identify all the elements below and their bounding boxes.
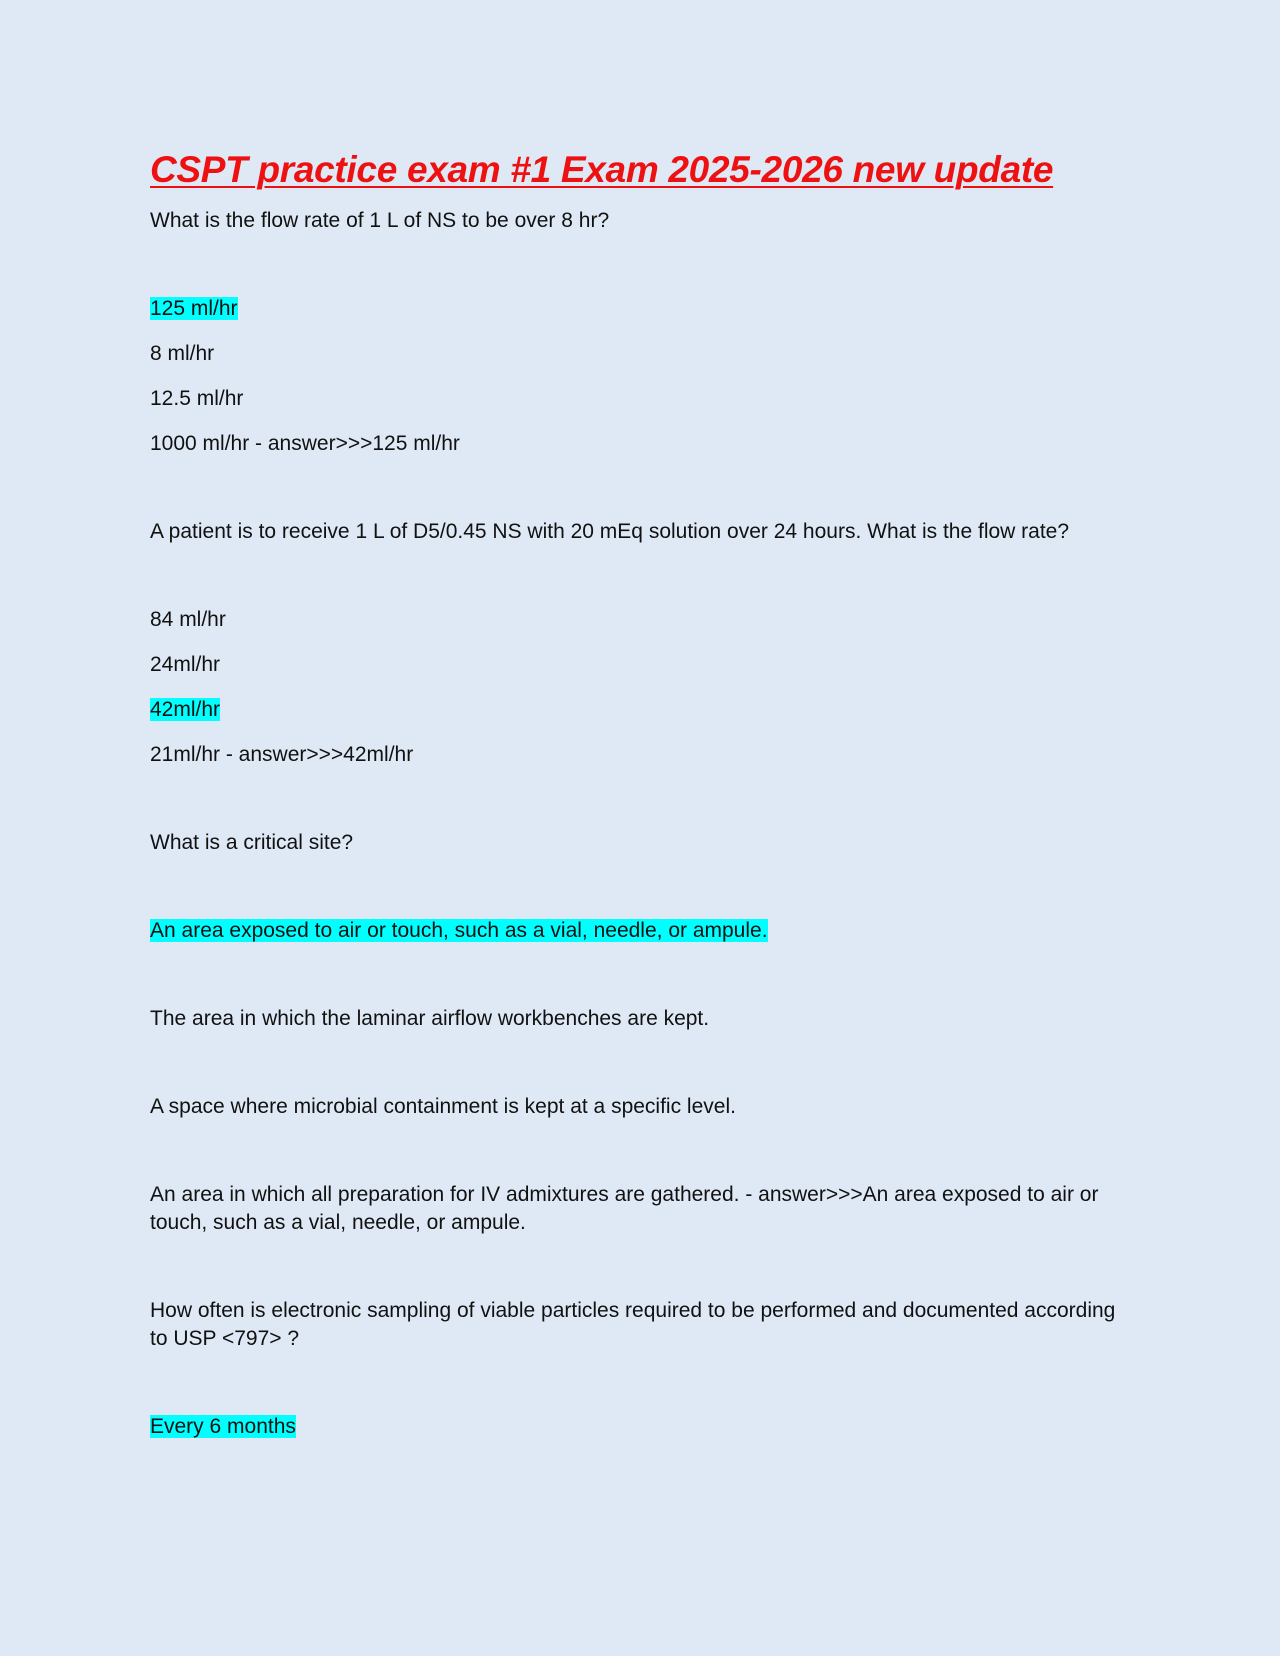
answer-highlight: 42ml/hr xyxy=(150,697,221,721)
answer-highlight: Every 6 months xyxy=(150,1414,296,1438)
q3-option-2: The area in which the laminar airflow workbenches are kept. xyxy=(150,1006,710,1030)
q3-option-1 xyxy=(150,917,1120,945)
q2-option-3 xyxy=(150,696,1120,724)
document-page xyxy=(150,150,1120,1441)
q1-option-3: 12.5 ml/hr xyxy=(150,386,244,410)
q3-option-3: A space where microbial containment is kept at a specific level. xyxy=(150,1094,736,1118)
q1-option-4: 1000 ml/hr - answer>>>125 ml/hr xyxy=(150,431,460,455)
q2-option-1: 84 ml/hr xyxy=(150,607,226,631)
answer-highlight: 125 ml/hr xyxy=(150,296,238,320)
answer-highlight: An area exposed to air or touch, such as a vial, needle, or ampule. xyxy=(150,918,768,942)
question-4-text: How often is electronic sampling of viable particles required to be performed and documented according to USP <797> ? xyxy=(150,1298,1122,1350)
question-3-text: What is a critical site? xyxy=(150,830,354,854)
q1-option-1 xyxy=(150,295,1120,323)
q2-option-4: 21ml/hr - answer>>>42ml/hr xyxy=(150,742,414,766)
question-2-text: A patient is to receive 1 L of D5/0.45 NS with 20 mEq solution over 24 hours. What is the flow rate? xyxy=(150,519,1070,543)
q1-option-2: 8 ml/hr xyxy=(150,341,215,365)
document-title: CSPT practice exam #1 Exam 2025-2026 new update xyxy=(150,149,1054,190)
q3-option-4: An area in which all preparation for IV admixtures are gathered. - answer>>>An area exposed to air or touch, such as a vial, needle, or ampule. xyxy=(150,1182,1105,1234)
question-1-text: What is the flow rate of 1 L of NS to be over 8 hr? xyxy=(150,208,610,232)
q2-option-2: 24ml/hr xyxy=(150,652,221,676)
q4-option-1 xyxy=(150,1413,1120,1441)
